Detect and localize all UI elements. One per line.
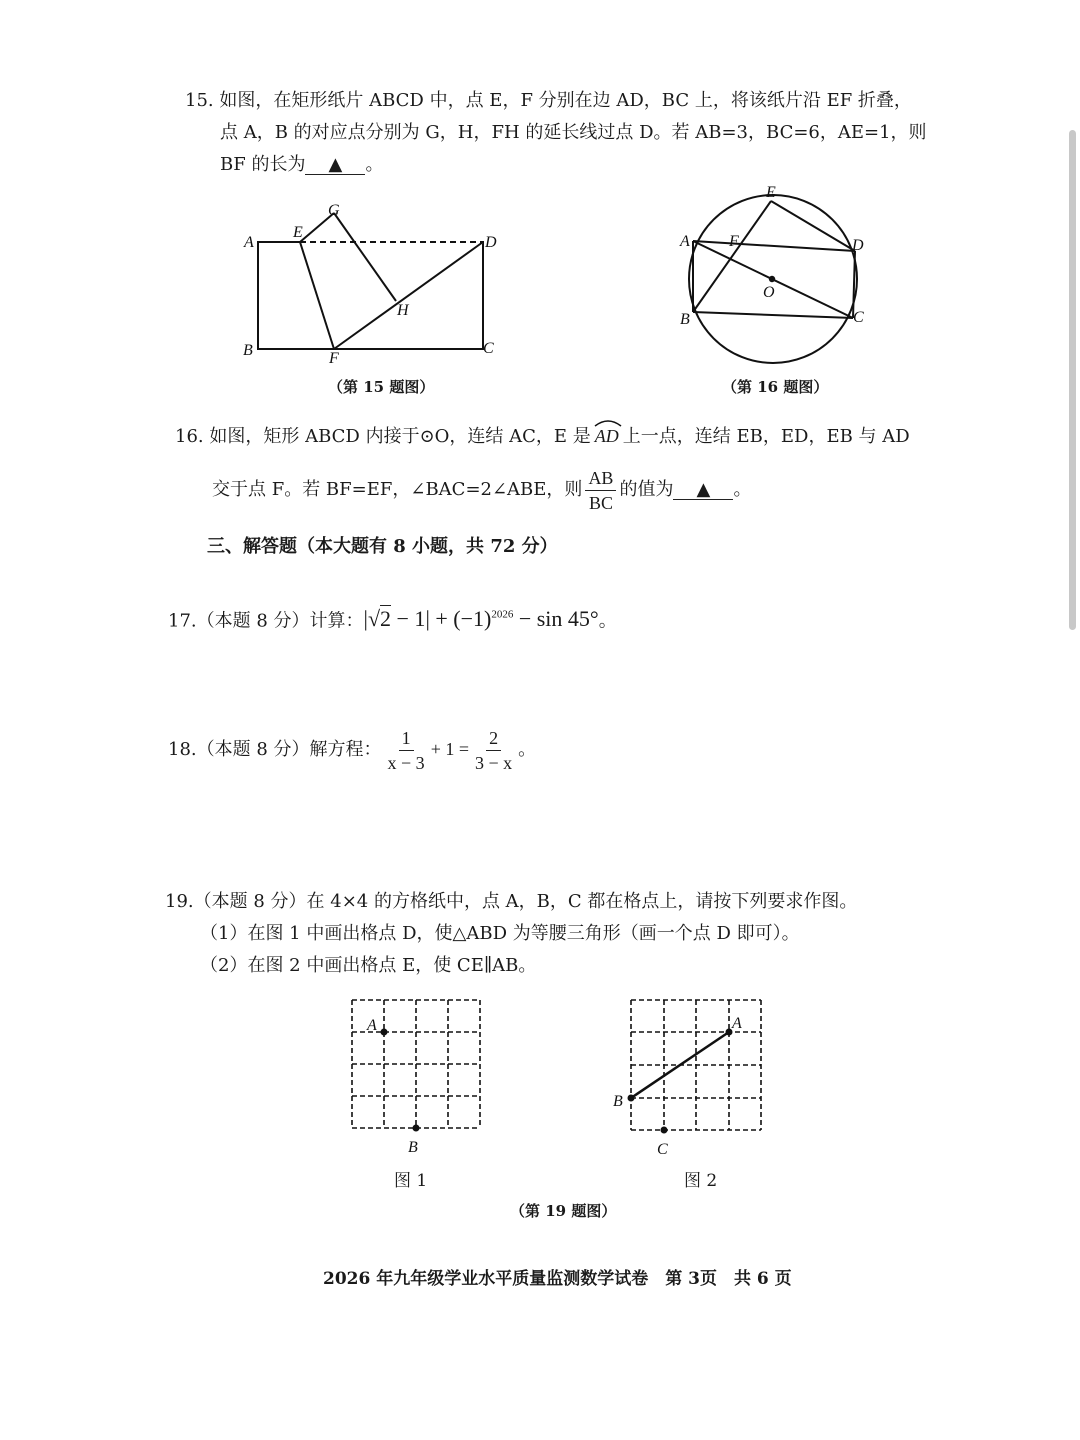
q15-text-line2: 点 A，B 的对应点分别为 G，H，FH 的延长线过点 D。若 AB=3，BC=6，AE=1，则 <box>220 122 927 143</box>
q15-rectangle <box>258 242 483 349</box>
q15-label-b: B <box>243 342 253 359</box>
q16-answer-blank: ▲ <box>673 481 733 500</box>
q16-label-e: E <box>766 184 776 201</box>
q16-label-a: A <box>680 233 690 250</box>
q16-center-dot <box>769 276 775 282</box>
q15-caption: （第 15 题图） <box>328 378 435 396</box>
q16-segment-bc <box>693 312 853 318</box>
q17-sqrt-sign: √ <box>367 606 381 632</box>
q15-text-line3: BF 的长为 <box>220 154 306 175</box>
q19-caption: （第 19 题图） <box>510 1202 617 1220</box>
q18-frac2-num: 2 <box>486 727 501 751</box>
q18-frac1-num: 1 <box>399 727 414 751</box>
q18-frac2-den: 3 − x <box>475 752 513 773</box>
q19-fig1-caption: 图 1 <box>394 1171 428 1191</box>
q17-plus-part: + (−1) <box>429 606 492 632</box>
q16-segment-dc <box>853 251 855 318</box>
section-3-heading: 三、解答题（本大题有 8 小题，共 72 分） <box>207 536 558 557</box>
scrollbar[interactable] <box>1069 130 1076 630</box>
q17-sqrt-radicand: 2 <box>380 606 392 632</box>
q19-grid-figure-1 <box>340 990 500 1160</box>
q18-mid: + 1 = <box>430 739 469 759</box>
q16-text-line1a: 如图，矩形 ABCD 内接于⊙O，连结 AC，E 是 <box>209 426 591 447</box>
q17-minus-sin: − sin 45° <box>513 606 599 632</box>
q17-abs-open: | <box>363 606 368 632</box>
q15-text-line1: 如图，在矩形纸片 ABCD 中，点 E，F 分别在边 AD，BC 上，将该纸片沿 EF 折叠， <box>219 90 912 111</box>
q16-arc-text: AD <box>594 426 619 446</box>
q18-line <box>168 724 536 775</box>
q16-label-f: F <box>729 233 739 250</box>
q16-figure <box>670 180 880 370</box>
q16-segment-eb <box>693 201 771 312</box>
q16-fraction <box>585 467 616 514</box>
q15-figure <box>235 195 510 375</box>
q17-expression <box>364 606 599 631</box>
q19-fig1-point-a <box>381 1029 388 1036</box>
q18-frac1-den: x − 3 <box>387 752 425 773</box>
q16-label-b: B <box>680 311 690 328</box>
q16-number: 16. <box>175 426 204 447</box>
q15-segment-fd <box>334 242 483 349</box>
q18-prefix: 18.（本题 8 分）解方程： <box>168 739 382 760</box>
q19-part1: （1）在图 1 中画出格点 D，使△ABD 为等腰三角形（画一个点 D 即可）。 <box>200 923 800 944</box>
q19-fig1-point-b <box>413 1125 420 1132</box>
q19-line1: 19.（本题 8 分）在 4×4 的方格纸中，点 A，B，C 都在格点上，请按下列要求作图。 <box>165 891 858 912</box>
q15-line3 <box>220 150 383 180</box>
q18-fraction-2 <box>472 727 515 774</box>
q15-answer-blank: ▲ <box>305 156 365 175</box>
q19-part2: （2）在图 2 中画出格点 E，使 CE∥AB。 <box>200 955 537 976</box>
q15-label-c: C <box>483 340 494 357</box>
q16-label-c: C <box>853 309 864 326</box>
q15-label-d: D <box>485 234 497 251</box>
q19-fig1-label-b: B <box>408 1139 418 1156</box>
q17-end: 。 <box>598 610 617 632</box>
q15-segment-gh <box>334 213 396 301</box>
q15-number: 15. <box>185 90 214 111</box>
q16-text-mid: 的值为 <box>619 479 674 500</box>
q16-fraction-den: BC <box>588 492 613 513</box>
q19-fig2-caption: 图 2 <box>684 1171 718 1191</box>
q17-line <box>168 600 617 636</box>
q16-end: 。 <box>733 479 752 500</box>
q18-fraction-1 <box>385 727 428 774</box>
q19-fig2-label-b: B <box>613 1093 623 1110</box>
q17-prefix: 17.（本题 8 分）计算： <box>168 610 364 632</box>
q15-end: 。 <box>365 154 384 175</box>
q16-line2 <box>212 466 751 514</box>
q19-fig2-label-c: C <box>657 1141 668 1158</box>
q19-grid-figure-2 <box>610 990 780 1160</box>
q15-label-f: F <box>329 350 339 367</box>
q16-line1 <box>175 421 910 452</box>
q18-end: 。 <box>518 739 537 760</box>
q16-text-line1b: 上一点，连结 EB，ED，EB 与 AD <box>622 426 910 447</box>
q16-text-line2: 交于点 F。若 BF=EF，∠BAC=2∠ABE，则 <box>212 479 583 500</box>
q17-abs-close: | <box>425 606 430 632</box>
q15-label-h: H <box>397 302 409 319</box>
q16-label-o: O <box>763 284 775 301</box>
q16-arc-mark-icon <box>593 419 623 427</box>
q15-label-a: A <box>244 234 254 251</box>
q16-segment-ad <box>693 241 855 251</box>
q19-fig2-point-b <box>628 1095 635 1102</box>
q17-minus-one: − 1 <box>391 606 426 632</box>
page-footer: 2026 年九年级学业水平质量监测数学试卷 第 3页 共 6 页 <box>323 1269 792 1289</box>
q17-exponent: 2026 <box>491 609 514 621</box>
q16-fraction-num: AB <box>585 467 616 491</box>
q19-fig2-point-c <box>661 1127 668 1134</box>
q19-fig2-label-a: A <box>732 1015 742 1032</box>
q16-arc-ad <box>595 421 619 451</box>
q16-caption: （第 16 题图） <box>722 378 829 396</box>
q16-label-d: D <box>852 237 864 254</box>
q19-fig1-label-a: A <box>367 1017 377 1034</box>
q16-segment-ed <box>771 201 855 251</box>
q15-label-e: E <box>293 224 303 241</box>
q15-line1 <box>185 86 912 116</box>
q15-segment-ef <box>300 242 334 349</box>
q15-label-g: G <box>328 202 340 219</box>
